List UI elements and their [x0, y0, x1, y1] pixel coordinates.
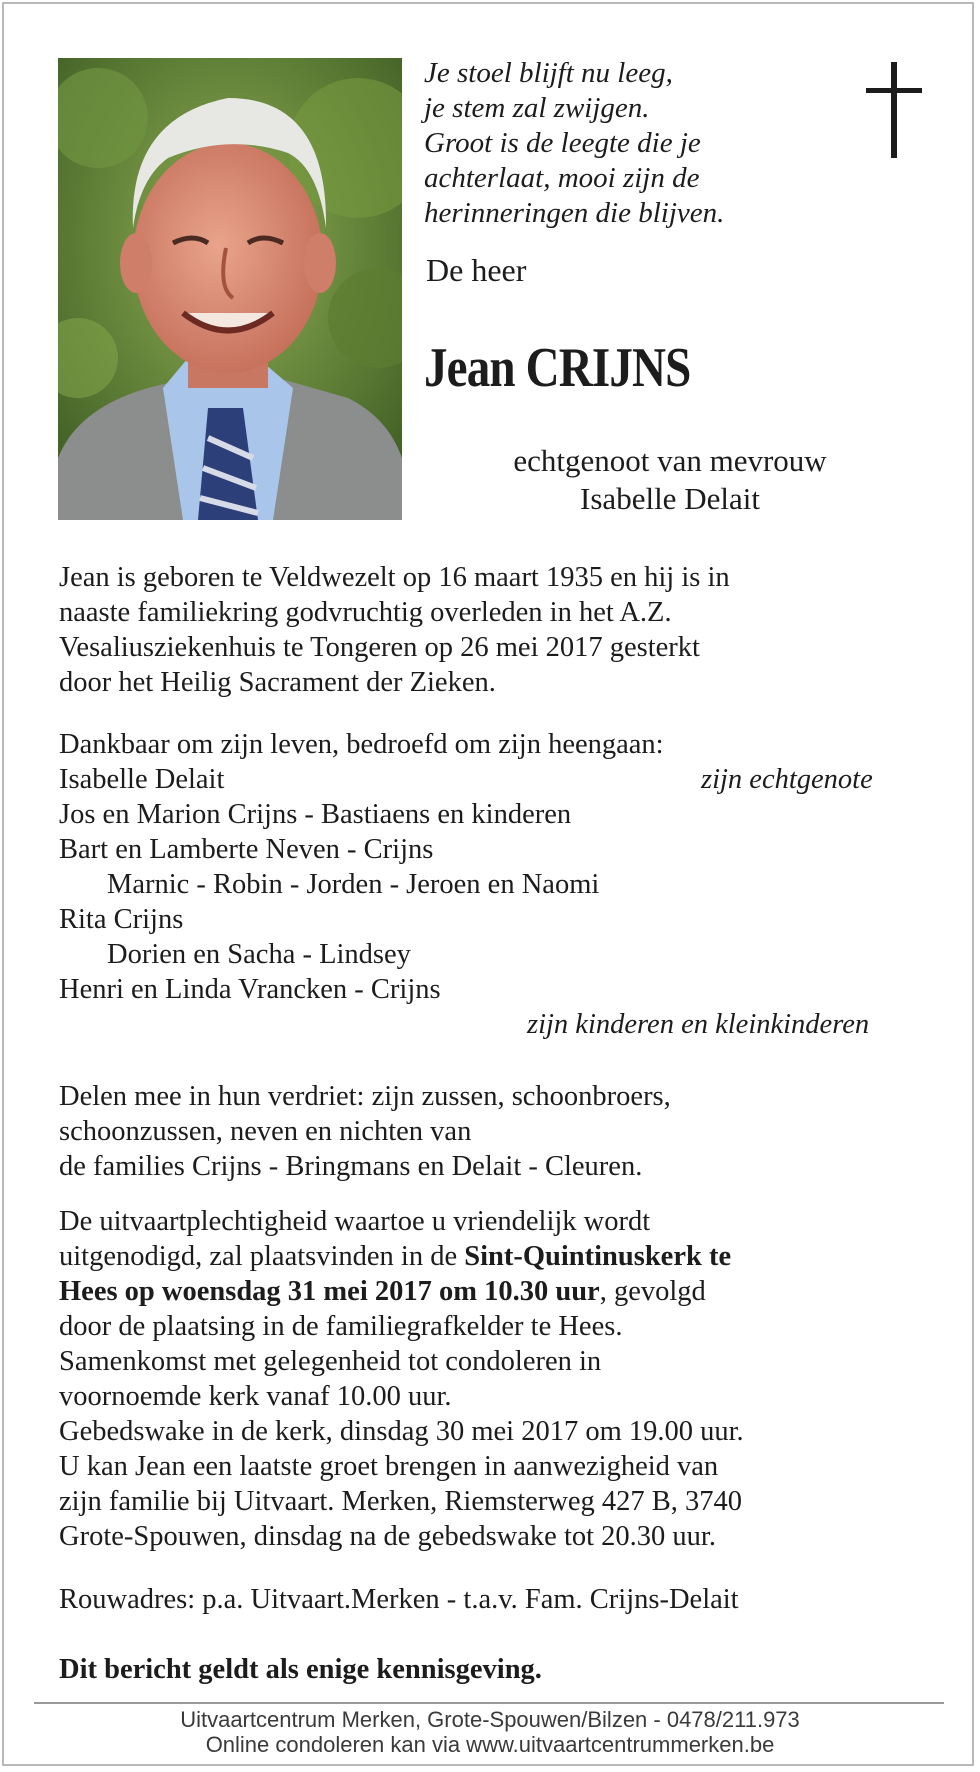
- paragraph-line: De uitvaartplechtigheid waartoe u vriendelijk wordt: [59, 1206, 651, 1237]
- paragraph-line: door de plaatsing in de familiegrafkelder te Hees.: [59, 1311, 623, 1342]
- paragraph-line: naaste familiekring godvruchtig overleden in het A.Z.: [59, 597, 672, 628]
- paragraph-line: Delen mee in hun verdriet: zijn zussen, schoonbroers,: [59, 1081, 671, 1112]
- paragraph-line: voornoemde kerk vanaf 10.00 uur.: [59, 1381, 452, 1412]
- church-name: Sint-Quintinuskerk te: [464, 1241, 732, 1272]
- paragraph-line: Grote-Spouwen, dinsdag na de gebedswake tot 20.30 uur.: [59, 1521, 716, 1552]
- salutation: De heer: [426, 252, 527, 288]
- family-line: Henri en Linda Vrancken - Crijns: [59, 974, 441, 1005]
- children-role: zijn kinderen en kleinkinderen: [527, 1009, 870, 1040]
- family-line: Marnic - Robin - Jorden - Jeroen en Naomi: [107, 869, 600, 900]
- paragraph-line: door het Heilig Sacrament der Zieken.: [59, 667, 496, 698]
- family-line: Jos en Marion Crijns - Bastiaens en kinderen: [59, 799, 572, 830]
- funeral-details: [59, 1204, 939, 1554]
- poem-line: herinneringen die blijven.: [424, 197, 725, 229]
- spouse-line: Isabelle Delait: [580, 481, 760, 516]
- poem-line: Groot is de leegte die je: [424, 127, 701, 159]
- cross-icon: [866, 62, 922, 158]
- paragraph-line: Samenkomst met gelegenheid tot condoleren in: [59, 1346, 602, 1377]
- paragraph-line: zijn familie bij Uitvaart. Merken, Riemsterweg 427 B, 3740: [59, 1486, 743, 1517]
- spouse-name: Isabelle Delait: [59, 764, 225, 795]
- family-line: Rita Crijns: [59, 904, 184, 935]
- poem: [424, 56, 804, 231]
- funeral-text: , gevolgd: [599, 1276, 706, 1307]
- poem-line: achterlaat, mooi zijn de: [424, 162, 700, 194]
- deceased-name: Jean CRIJNS: [424, 337, 691, 399]
- paragraph-line: schoonzussen, neven en nichten van: [59, 1116, 472, 1147]
- spouse-role: zijn echtgenote: [701, 764, 873, 795]
- footer-website: Online condoleren kan via www.uitvaartcentrummerken.be: [205, 1732, 775, 1757]
- family-line: Bart en Lamberte Neven - Crijns: [59, 834, 434, 865]
- paragraph-line: de families Crijns - Bringmans en Delait - Cleuren.: [59, 1151, 643, 1182]
- poem-line: je stem zal zwijgen.: [424, 92, 650, 124]
- poem-line: Je stoel blijft nu leeg,: [424, 57, 673, 89]
- footer-contact: Uitvaartcentrum Merken, Grote-Spouwen/Bilzen - 0478/211.973: [180, 1707, 800, 1732]
- footer-divider: [34, 1702, 944, 1704]
- paragraph-line: [59, 1239, 939, 1274]
- birth-paragraph: [59, 560, 939, 700]
- shared-grief: [59, 1079, 939, 1184]
- funeral-text: uitgenodigd, zal plaatsvinden in de: [59, 1241, 465, 1272]
- portrait-illustration: [58, 58, 402, 520]
- notice: Dit bericht geldt als enige kennisgeving.: [59, 1654, 542, 1685]
- family-list: [59, 727, 939, 1042]
- paragraph-line: U kan Jean een laatste groet brengen in aanwezigheid van: [59, 1451, 719, 1482]
- mourning-address: Rouwadres: p.a. Uitvaart.Merken - t.a.v. Fam. Crijns-Delait: [59, 1584, 739, 1615]
- portrait-photo: [58, 58, 402, 520]
- family-line: Dorien en Sacha - Lindsey: [107, 939, 411, 970]
- paragraph-line: Vesaliusziekenhuis te Tongeren op 26 mei 2017 gesterkt: [59, 632, 700, 663]
- paragraph-line: Jean is geboren te Veldwezelt op 16 maart 1935 en hij is in: [59, 562, 730, 593]
- spouse-line: echtgenoot van mevrouw: [513, 443, 827, 478]
- family-intro: Dankbaar om zijn leven, bedroefd om zijn heengaan:: [59, 729, 664, 760]
- family-row: [59, 762, 939, 797]
- paragraph-line: Gebedswake in de kerk, dinsdag 30 mei 2017 om 19.00 uur.: [59, 1416, 744, 1447]
- spouse-block: [420, 442, 920, 518]
- paragraph-line: [59, 1274, 939, 1309]
- family-row: [59, 1007, 939, 1042]
- funeral-date: Hees op woensdag 31 mei 2017 om 10.30 uur: [59, 1276, 600, 1307]
